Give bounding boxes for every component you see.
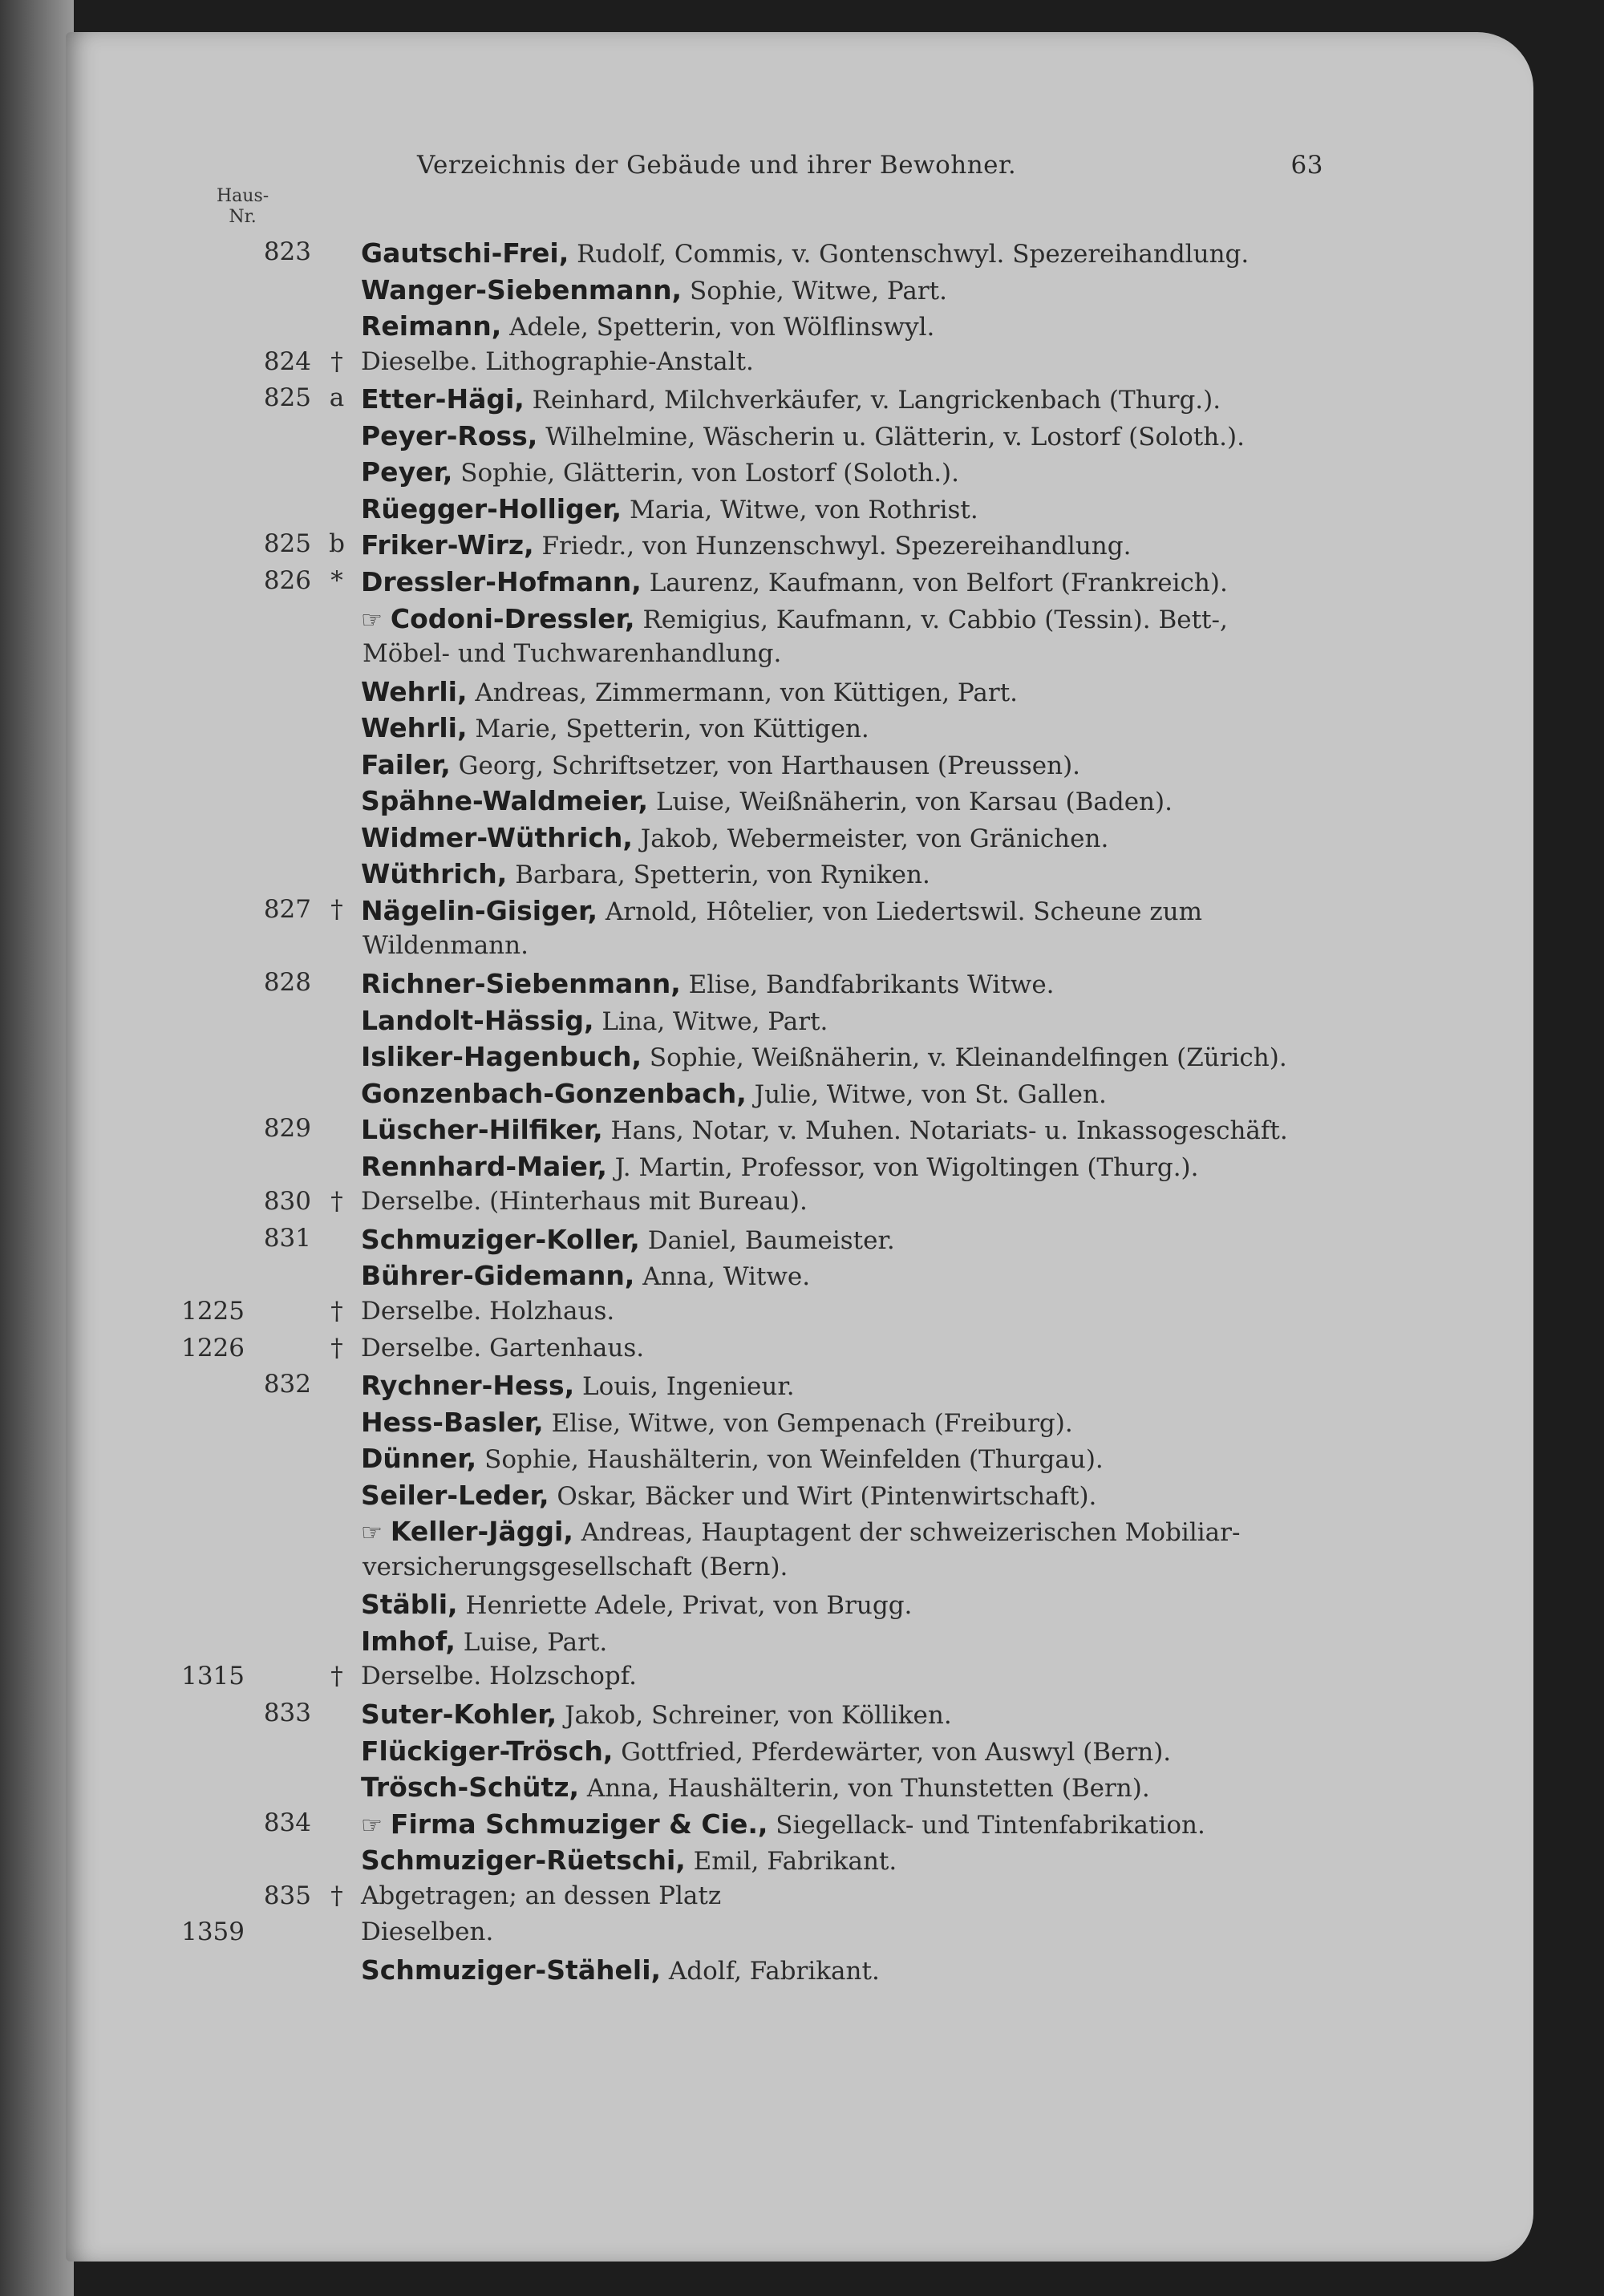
- house-number: 825: [263, 529, 311, 559]
- entry-text: [361, 1735, 1171, 1767]
- resident-name: Schmuziger-Koller,: [361, 1223, 640, 1255]
- register-line: [0, 566, 1604, 603]
- register-line: [0, 603, 1604, 640]
- entry-text: [361, 1260, 810, 1291]
- resident-name: Lüscher-Hilfiker,: [361, 1114, 603, 1146]
- resident-name: Richner-Siebenmann,: [361, 968, 681, 999]
- asterisk-mark: *: [330, 565, 343, 595]
- register-line: [0, 858, 1604, 895]
- resident-details: Marie, Spetterin, von Küttigen.: [475, 715, 869, 744]
- resident-details: Dieselbe. Lithographie-Anstalt.: [361, 346, 754, 376]
- secondary-house-number: 1359: [181, 1917, 245, 1947]
- resident-details: Rudolf, Commis, v. Gontenschwyl. Spezereihandlung.: [577, 240, 1250, 269]
- entry-text: [361, 493, 978, 524]
- dagger-mark: †: [330, 1662, 343, 1691]
- entry-text: [361, 529, 1131, 561]
- entry-text: [363, 639, 781, 668]
- entry-text: [361, 347, 754, 376]
- resident-details: versicherungsgesellschaft (Bern).: [363, 1552, 788, 1581]
- resident-details: Andreas, Hauptagent der schweizerischen Mobiliar-: [581, 1518, 1241, 1548]
- resident-details: Remigius, Kaufmann, v. Cabbio (Tessin). Bett-,: [642, 605, 1228, 634]
- resident-name: Schmuziger-Stäheli,: [361, 1954, 662, 1986]
- resident-details: Abgetragen; an dessen Platz: [361, 1881, 722, 1910]
- register-line: [0, 1772, 1604, 1808]
- secondary-house-number: 1315: [181, 1662, 245, 1691]
- entry-text: [361, 1626, 607, 1657]
- register-line: [0, 895, 1604, 932]
- resident-details: Sophie, Glätterin, von Lostorf (Soloth.).: [460, 459, 960, 488]
- house-number: 830: [263, 1187, 311, 1217]
- pointing-hand-icon: ☞: [361, 1519, 383, 1548]
- resident-details: Sophie, Haushälterin, von Weinfelden (Thurgau).: [484, 1445, 1104, 1475]
- register-line: [0, 676, 1604, 713]
- entry-text: [361, 1954, 880, 1986]
- resident-details: Hans, Notar, v. Muhen. Notariats- u. Inkassogeschäft.: [610, 1116, 1288, 1146]
- page-number: 63: [1290, 151, 1323, 180]
- house-number: 829: [263, 1114, 311, 1144]
- register-line: [0, 1626, 1604, 1662]
- register-line: [0, 1041, 1604, 1078]
- resident-details: Anna, Witwe.: [642, 1262, 811, 1292]
- register-line: [0, 1480, 1604, 1516]
- house-number: 835: [263, 1881, 311, 1910]
- entry-text: [361, 712, 869, 743]
- house-number: 827: [263, 894, 311, 924]
- pointing-hand-icon: ☞: [361, 605, 383, 634]
- resident-name: Failer,: [361, 748, 451, 780]
- house-number: 823: [263, 237, 311, 266]
- register-line: [0, 1334, 1604, 1371]
- resident-name: Gonzenbach-Gonzenbach,: [361, 1077, 747, 1109]
- register-line: [0, 420, 1604, 457]
- dagger-mark: †: [330, 894, 343, 924]
- entry-text: [361, 1881, 721, 1910]
- entry-text: [361, 1370, 795, 1401]
- resident-name: Dressler-Hofmann,: [361, 565, 642, 597]
- entry-text: [361, 1297, 614, 1326]
- resident-details: Anna, Haushälterin, von Thunstetten (Bern).: [586, 1774, 1150, 1804]
- resident-details: Wildenmann.: [363, 931, 529, 961]
- resident-details: Reinhard, Milchverkäufer, v. Langrickenbach (Thurg.).: [532, 386, 1221, 415]
- entry-text: [361, 968, 1055, 999]
- entry-text: [361, 274, 947, 306]
- resident-details: Derselbe. (Hinterhaus mit Bureau).: [361, 1187, 808, 1217]
- entry-text: [361, 858, 930, 889]
- entry-text: [361, 603, 1228, 634]
- register-line: [0, 1443, 1604, 1480]
- resident-name: Flückiger-Trösch,: [361, 1735, 614, 1767]
- resident-name: Spähne-Waldmeier,: [361, 785, 649, 817]
- resident-name: Etter-Hägi,: [361, 383, 525, 415]
- resident-name: Rennhard-Maier,: [361, 1150, 607, 1182]
- dagger-mark: †: [330, 1333, 343, 1363]
- entry-text: [361, 1041, 1287, 1072]
- entry-text: [361, 1005, 828, 1036]
- resident-details: Adele, Spetterin, von Wölflinswyl.: [509, 313, 935, 342]
- entry-text: [363, 931, 529, 960]
- resident-details: Derselbe. Gartenhaus.: [361, 1333, 645, 1363]
- resident-details: Wilhelmine, Wäscherin u. Glätterin, v. Lostorf (Soloth.).: [545, 422, 1245, 452]
- register-line: [0, 1844, 1604, 1881]
- entry-text: [361, 1114, 1288, 1145]
- entry-text: [361, 1187, 808, 1216]
- resident-name: Reimann,: [361, 310, 502, 342]
- register-line: [0, 1954, 1604, 1991]
- register-line: [0, 1187, 1604, 1224]
- house-number: 824: [263, 346, 311, 376]
- entry-text: [361, 383, 1221, 415]
- register-line: [0, 749, 1604, 786]
- register-line: [0, 1370, 1604, 1407]
- resident-details: Arnold, Hôtelier, von Liedertswil. Scheune zum: [605, 897, 1203, 926]
- resident-name: Wehrli,: [361, 675, 468, 707]
- suffix-letter: b: [329, 529, 345, 559]
- resident-details: Henriette Adele, Privat, von Brugg.: [465, 1591, 913, 1621]
- entry-text: [361, 822, 1108, 853]
- house-number: 832: [263, 1370, 311, 1399]
- entry-text: [361, 1516, 1240, 1547]
- register-line: [0, 1297, 1604, 1334]
- resident-details: Luise, Weißnäherin, von Karsau (Baden).: [655, 788, 1173, 817]
- page-header: [417, 151, 1323, 180]
- resident-details: Louis, Ingenieur.: [582, 1372, 795, 1402]
- register-line: [0, 383, 1604, 420]
- resident-name: Rychner-Hess,: [361, 1370, 575, 1402]
- resident-name: Hess-Basler,: [361, 1406, 544, 1438]
- entry-text: [361, 1334, 644, 1363]
- resident-name: Peyer-Ross,: [361, 419, 538, 452]
- register-line: [0, 1114, 1604, 1151]
- resident-details: Daniel, Baumeister.: [647, 1225, 895, 1255]
- resident-details: Andreas, Zimmermann, von Küttigen, Part.: [475, 678, 1019, 707]
- register-line: [0, 347, 1604, 384]
- resident-details: Elise, Witwe, von Gempenach (Freiburg).: [551, 1408, 1073, 1438]
- resident-details: Barbara, Spetterin, von Ryniken.: [515, 860, 930, 890]
- resident-details: Adolf, Fabrikant.: [668, 1956, 880, 1986]
- resident-details: Oskar, Bäcker und Wirt (Pintenwirtschaft).: [557, 1481, 1097, 1511]
- house-number: 826: [263, 565, 311, 595]
- house-number: 834: [263, 1808, 311, 1837]
- resident-name: Bührer-Gidemann,: [361, 1260, 635, 1292]
- entry-text: [361, 895, 1202, 926]
- entry-text: [361, 1480, 1096, 1511]
- entry-text: [361, 1078, 1107, 1109]
- register-line: [0, 1735, 1604, 1772]
- resident-name: Trösch-Schütz,: [361, 1772, 580, 1804]
- secondary-house-number: 1225: [181, 1296, 245, 1326]
- register-line: [0, 1589, 1604, 1626]
- house-number: 825: [263, 383, 311, 413]
- resident-name: Stäbli,: [361, 1589, 458, 1621]
- resident-details: Lina, Witwe, Part.: [602, 1006, 828, 1036]
- register-line: [0, 1151, 1604, 1188]
- register-line: [0, 456, 1604, 493]
- entry-text: [361, 456, 959, 488]
- resident-details: Elise, Bandfabrikants Witwe.: [688, 970, 1055, 999]
- resident-details: Gottfried, Pferdewärter, von Auswyl (Bern).: [621, 1737, 1172, 1767]
- resident-details: Jakob, Webermeister, von Gränichen.: [640, 824, 1109, 853]
- register-line: [0, 1917, 1604, 1954]
- entry-text: [363, 1553, 788, 1581]
- register-line: [0, 1808, 1604, 1845]
- pointing-hand-icon: ☞: [361, 1811, 383, 1840]
- entry-text: [361, 1662, 637, 1691]
- entry-text: [361, 310, 934, 342]
- resident-details: Georg, Schriftsetzer, von Harthausen (Preussen).: [458, 751, 1081, 780]
- resident-name: Peyer,: [361, 456, 453, 488]
- resident-name: Nägelin-Gisiger,: [361, 894, 598, 926]
- resident-name: Wüthrich,: [361, 858, 508, 890]
- house-number: 828: [263, 968, 311, 997]
- resident-name: Friker-Wirz,: [361, 529, 534, 561]
- resident-name: Schmuziger-Rüetschi,: [361, 1844, 686, 1877]
- entry-text: [361, 1443, 1104, 1474]
- entry-text: [361, 1151, 1199, 1182]
- register-line: [0, 1699, 1604, 1735]
- register-line: [0, 1260, 1604, 1297]
- entry-text: [361, 749, 1080, 780]
- resident-name: Keller-Jäggi,: [390, 1516, 573, 1548]
- resident-details: Maria, Witwe, von Rothrist.: [629, 495, 978, 524]
- dagger-mark: †: [330, 346, 343, 376]
- resident-details: Sophie, Weißnäherin, v. Kleinandelfingen (Zürich).: [649, 1043, 1287, 1073]
- suffix-letter: a: [329, 383, 345, 413]
- resident-name: Wanger-Siebenmann,: [361, 273, 683, 306]
- entry-text: [361, 1589, 912, 1620]
- resident-name: Firma Schmuziger & Cie.,: [390, 1808, 768, 1840]
- register-line: [0, 237, 1604, 274]
- entry-text: [361, 420, 1245, 452]
- resident-details: Emil, Fabrikant.: [693, 1847, 897, 1877]
- resident-details: Jakob, Schreiner, von Kölliken.: [565, 1701, 952, 1730]
- resident-name: Landolt-Hässig,: [361, 1004, 594, 1036]
- resident-name: Seiler-Leder,: [361, 1479, 549, 1511]
- resident-name: Codoni-Dressler,: [390, 602, 635, 634]
- entry-text: [361, 1844, 897, 1876]
- resident-details: Sophie, Witwe, Part.: [689, 276, 947, 306]
- resident-name: Imhof,: [361, 1625, 456, 1657]
- register-line: [0, 1662, 1604, 1699]
- dagger-mark: †: [330, 1187, 343, 1217]
- resident-details: Derselbe. Holzhaus.: [361, 1296, 615, 1326]
- register-line: [0, 968, 1604, 1005]
- register-line: [0, 1553, 1604, 1589]
- entry-text: [361, 1772, 1150, 1803]
- resident-details: Friedr., von Hunzenschwyl. Spezereihandlung.: [541, 532, 1132, 561]
- register-line: [0, 310, 1604, 347]
- entry-text: [361, 1699, 952, 1730]
- resident-details: Luise, Part.: [463, 1627, 608, 1657]
- entry-text: [361, 566, 1228, 597]
- register-line: [0, 1224, 1604, 1261]
- register-line: [0, 1005, 1604, 1042]
- register-line: [0, 274, 1604, 311]
- register-line: [0, 639, 1604, 676]
- register-line: [0, 493, 1604, 530]
- running-title: Verzeichnis der Gebäude und ihrer Bewohner.: [417, 151, 1017, 180]
- dagger-mark: †: [330, 1881, 343, 1910]
- resident-name: Dünner,: [361, 1443, 477, 1475]
- resident-details: Möbel- und Tuchwarenhandlung.: [363, 639, 782, 669]
- entry-text: [361, 1808, 1205, 1840]
- entry-text: [361, 785, 1173, 816]
- resident-details: Siegellack- und Tintenfabrikation.: [776, 1810, 1205, 1840]
- resident-name: Suter-Kohler,: [361, 1699, 557, 1730]
- resident-name: Wehrli,: [361, 712, 468, 744]
- resident-details: Dieselben.: [361, 1917, 494, 1947]
- register-line: [0, 785, 1604, 822]
- register-line: [0, 1407, 1604, 1444]
- resident-details: J. Martin, Professor, von Wigoltingen (Thurg.).: [614, 1152, 1199, 1182]
- entry-text: [361, 1917, 493, 1946]
- entry-text: [361, 237, 1249, 269]
- register-line: [0, 822, 1604, 859]
- dagger-mark: †: [330, 1296, 343, 1326]
- house-number: 831: [263, 1223, 311, 1253]
- resident-details: Derselbe. Holzschopf.: [361, 1662, 637, 1691]
- register-line: [0, 1881, 1604, 1918]
- resident-name: Rüegger-Holliger,: [361, 492, 622, 524]
- resident-details: Laurenz, Kaufmann, von Belfort (Frankreich).: [649, 568, 1228, 597]
- resident-name: Gautschi-Frei,: [361, 237, 569, 269]
- entry-text: [361, 676, 1018, 707]
- resident-details: Julie, Witwe, von St. Gallen.: [754, 1079, 1107, 1109]
- house-number: 833: [263, 1699, 311, 1727]
- register-line: [0, 931, 1604, 968]
- register-line: [0, 1078, 1604, 1115]
- register-line: [0, 712, 1604, 749]
- resident-name: Widmer-Wüthrich,: [361, 821, 633, 853]
- entry-text: [361, 1224, 895, 1255]
- secondary-house-number: 1226: [181, 1333, 245, 1363]
- register-line: [0, 1516, 1604, 1553]
- resident-name: Isliker-Hagenbuch,: [361, 1041, 642, 1073]
- entry-text: [361, 1407, 1073, 1438]
- register-line: [0, 529, 1604, 566]
- house-number-column-label: Haus- Nr.: [217, 186, 269, 227]
